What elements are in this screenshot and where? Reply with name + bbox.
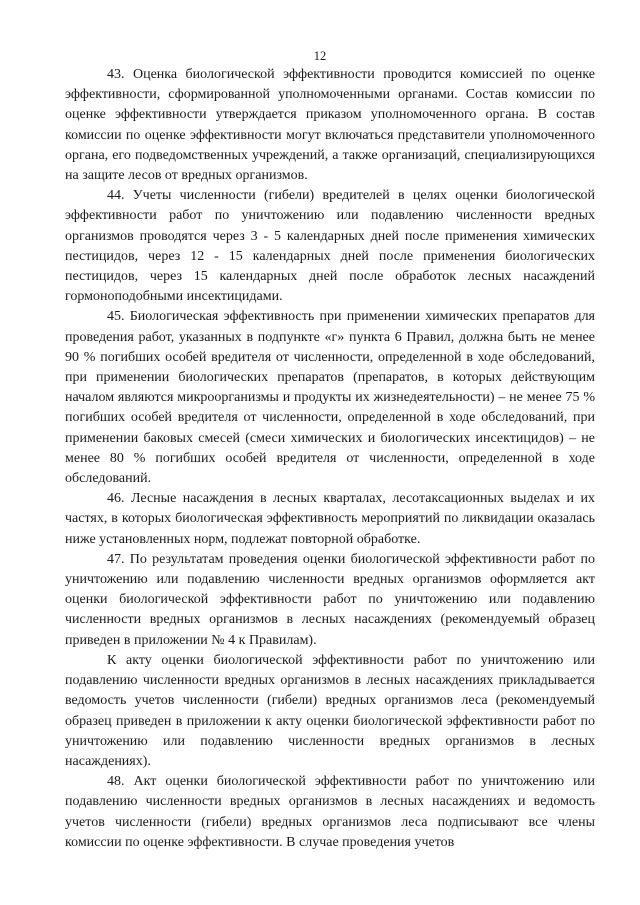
- paragraph-44: 44. Учеты численности (гибели) вредителей в целях оценки биологической эффективности работ по уничтожению или подавлению численности вредных организмов проводятся через 3 - 5 календарных дней после применения химических пестицидов, через 12 - 15 календарных дней после применения биологических пестицидов, через 15 календарных дней после обработок лесных насаждений гормоноподобными инсектицидами.: [65, 188, 595, 305]
- paragraph-46: 46. Лесные насаждения в лесных кварталах, лесотаксационных выделах и их частях, в которых биологическая эффективность мероприятий по ликвидации оказалась ниже установленных норм, подлежат повторной обработке.: [65, 491, 595, 547]
- paragraph-45: 45. Биологическая эффективность при применении химических препаратов для проведения работ, указанных в подпункте «г» пункта 6 Правил, должна быть не менее 90 % погибших особей вредителя от численности, определенной в ходе обследований, при применении биологических препаратов (препаратов, в которых действующим началом являются микроорганизмы и продукты их жизнедеятельности) – не менее 75 % погибших особей вредителя от численности, определенной в ходе обследований, при применении баковых смесей (смеси химических и биологических инсектицидов) – не менее 80 % погибших особей вредителя от численности, определенной в ходе обследований.: [65, 309, 595, 487]
- paragraph-47: 47. По результатам проведения оценки биологической эффективности работ по уничтожению или подавлению численности вредных организмов оформляется акт оценки биологической эффективности работ по уничтожению или подавлению численности вредных организмов в лесных насаждениях (рекомендуемый образец приведен в приложении № 4 к Правилам).: [65, 551, 595, 648]
- page-number: 12: [313, 49, 327, 63]
- paragraph-48: 48. Акт оценки биологической эффективности работ по уничтожению или подавлению численности вредных организмов в лесных насаждениях и ведомость учетов численности (гибели) вредных организмов леса подписывают все члены комиссии по оценке эффективности. В случае проведения учетов: [65, 774, 595, 850]
- paragraph-47-addendum: К акту оценки биологической эффективности работ по уничтожению или подавлению численности вредных организмов в лесных насаждениях прикладывается ведомость учетов численности (гибели) вредных организмов леса (рекомендуемый образец приведен в приложении к акту оценки биологической эффективности работ по уничтожению или подавлению численности вредных организмов в лесных насаждениях).: [65, 652, 595, 769]
- document-body: [65, 65, 595, 853]
- paragraph-43: 43. Оценка биологической эффективности проводится комиссией по оценке эффективности, сформированной уполномоченными органами. Состав комиссии по оценке эффективности утверждается приказом уполномоченного органа. В состав комиссии по оценке эффективности могут включаться представители уполномоченного органа, его подведомственных учреждений, а также организаций, специализирующихся на защите лесов от вредных организмов.: [65, 67, 595, 184]
